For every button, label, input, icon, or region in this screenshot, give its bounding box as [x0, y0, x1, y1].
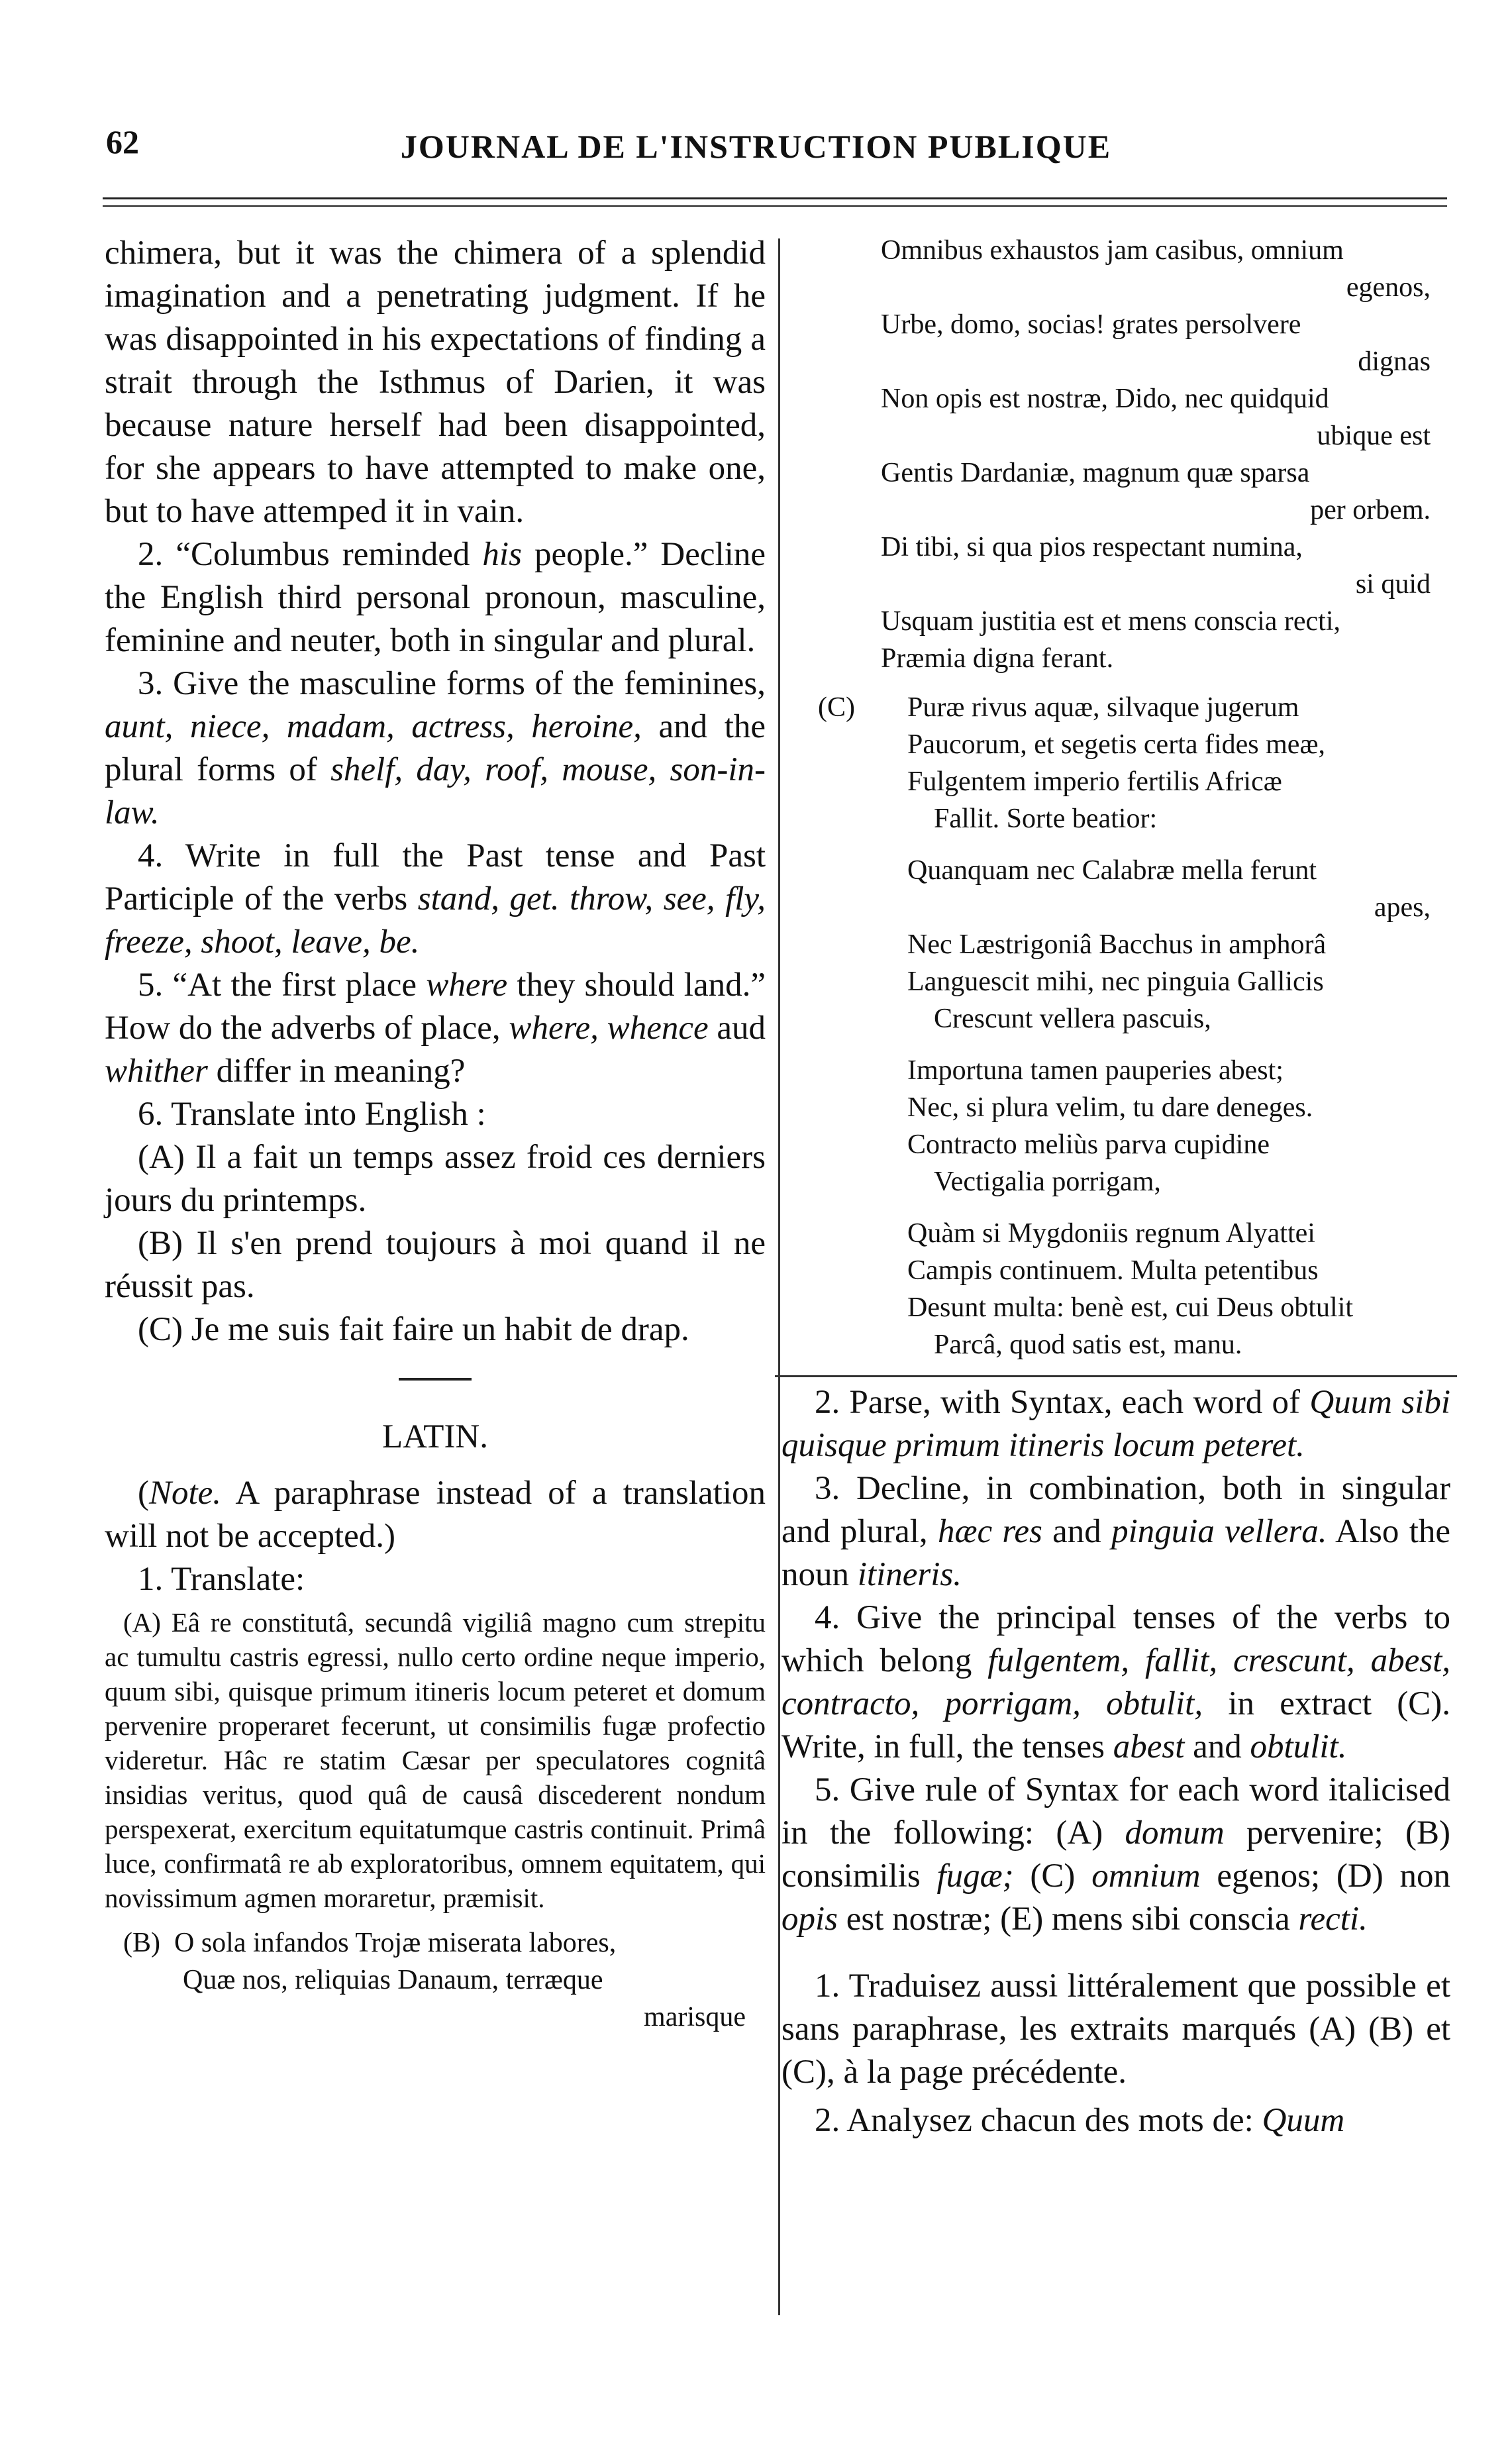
verse-line: O sola infandos Trojæ miserata labores, — [174, 1928, 617, 1958]
text: and — [1042, 1513, 1112, 1550]
header-rule — [103, 197, 1447, 199]
text: 4. Write in full the Past tense and Past Participle of the verbs — [105, 837, 766, 917]
text: Also the noun — [781, 1513, 1450, 1593]
italic-text: fulgentem, fallit, crescunt, abest, contracto, porrigam, obtulit, — [781, 1642, 1450, 1722]
section-separator — [399, 1378, 472, 1381]
french-question-1: 1. Traduisez aussi littéralement que possible et sans paraphrase, les extraits marqués (A) (B) et (C), à la page précédente. — [781, 1967, 1450, 2091]
question-6: 6. Translate into English : — [138, 1096, 486, 1133]
verse-line-continuation: egenos, — [1346, 272, 1431, 303]
item-label: (B) — [138, 1225, 183, 1262]
verse-line-continuation: ubique est — [1317, 421, 1431, 451]
italic-text: shelf, day, roof, mouse, son-in-law. — [105, 751, 766, 831]
item-label: (C) — [138, 1311, 183, 1348]
italic-text: obtulit. — [1250, 1728, 1347, 1765]
verse-line-continuation: marisque — [644, 2002, 746, 2032]
italic-text: domum — [1125, 1814, 1225, 1852]
item-label: (A) — [138, 1139, 185, 1176]
column-divider — [778, 238, 780, 2315]
verse-line: Nec, si plura velim, tu dare deneges. — [907, 1092, 1313, 1123]
verse-line: Usquam justitia est et mens conscia recti, — [881, 606, 1340, 637]
italic-text: his — [482, 536, 522, 573]
italic-text: opis — [781, 1901, 838, 1938]
italic-text: hæc res — [937, 1513, 1042, 1550]
text: A paraphrase instead of a translation will not be accepted.) — [105, 1475, 766, 1555]
text: egenos; (D) non — [1200, 1857, 1450, 1895]
italic-text: fugæ; — [936, 1857, 1014, 1895]
paragraph-chimera: chimera, but it was the chimera of a splendid imagination and a penetrating judgment. If he was disappointed in his expectations of finding a strait through the Isthmus of Darien, it was because nature herself had been disappointed, for she appears to have attempted to make one, but to have attemped it in vain. — [105, 235, 766, 530]
latin-note — [105, 1472, 766, 1558]
header-rule-secondary — [103, 205, 1447, 207]
verse-line: Gentis Dardaniæ, magnum quæ sparsa — [881, 458, 1310, 488]
verse-line: Languescit mihi, nec pinguia Gallicis — [907, 967, 1324, 997]
verse-line: Quæ nos, reliquias Danaum, terræque — [183, 1965, 603, 1995]
running-head: JOURNAL DE L'INSTRUCTION PUBLIQUE — [400, 128, 1112, 165]
italic-text: itineris. — [857, 1556, 962, 1593]
verse-line: Crescunt vellera pascuis, — [934, 1004, 1211, 1034]
italic-text: pinguia vellera. — [1111, 1513, 1327, 1550]
verse-line: Di tibi, si qua pios respectant numina, — [881, 532, 1303, 562]
latin-passage-c — [781, 689, 1450, 1363]
question-5 — [105, 964, 766, 1093]
latin-passage-b — [105, 1924, 766, 2036]
text: aud — [708, 1010, 766, 1047]
verse-line: Præmia digna ferant. — [881, 643, 1114, 674]
italic-text: omnium — [1091, 1857, 1201, 1895]
latin-question-4 — [781, 1596, 1450, 1769]
question-4 — [105, 835, 766, 964]
french-question-2 — [781, 2099, 1450, 2142]
latin-question-3 — [781, 1467, 1450, 1596]
verse-line: Nec Læstrigoniâ Bacchus in amphorâ — [907, 929, 1327, 960]
verse-line: Quanquam nec Calabræ mella ferunt — [907, 855, 1317, 886]
question-6a — [105, 1136, 766, 1222]
right-column — [781, 232, 1450, 2142]
text: 4. Give the principal tenses of the verbs to which belong — [781, 1599, 1450, 1679]
text: they should land.” How do the adverbs of place, — [105, 967, 766, 1047]
text: ( — [138, 1475, 149, 1512]
verse-line: Non opis est nostræ, Dido, nec quidquid — [881, 384, 1329, 414]
text: 5. Give rule of Syntax for each word italicised in the following: (A) — [781, 1771, 1450, 1852]
verse-line: Vectigalia porrigam, — [934, 1167, 1161, 1197]
latin-question-2 — [781, 1381, 1450, 1467]
question-6b — [105, 1222, 766, 1308]
text: Je me suis fait faire un habit de drap. — [182, 1311, 689, 1348]
text: in extract (C). Write, in full, the tenses — [781, 1685, 1450, 1765]
italic-text: abest — [1113, 1728, 1185, 1765]
verse-line: Campis continuem. Multa petentibus — [907, 1255, 1319, 1286]
text: 3. Decline, in combination, both in singular and plural, — [781, 1470, 1450, 1550]
text: pervenire; (B) consimilis — [781, 1814, 1451, 1895]
text: 3. Give the masculine forms of the feminines, — [138, 665, 766, 702]
latin-passage-a: (A) Eâ re constitutâ, secundâ vigiliâ magno cum strepitu ac tumultu castris egressi, nullo certo ordine neque imperio, quum sibi, quisque primum itineris locum peteret et domum pervenire properaret fecerunt, ut consimilis fugæ profectio videretur. Hâc re statim Cæsar per speculatores cognitâ insidias veritus, quod quâ de causâ discederent nondum perspexerat, exercitum equitatumque castris continuit. Primâ luce, confirmatâ re ab exploratoribus, omnem equitatem, qui novissimum agmen moraretur, præmisit. — [105, 1607, 766, 1913]
verse-line: Fulgentem imperio fertilis Africæ — [907, 766, 1282, 797]
text: 2. Parse, with Syntax, each word of — [815, 1384, 1310, 1421]
italic-text: recti. — [1298, 1901, 1368, 1938]
text: 2. “Columbus reminded — [138, 536, 483, 573]
text: est nostræ; (E) mens sibi conscia — [838, 1901, 1299, 1938]
italic-text: whither — [105, 1053, 208, 1090]
text: differ in meaning? — [207, 1053, 466, 1090]
verse-line-continuation: apes, — [1374, 892, 1431, 923]
italic-text: where, whence — [509, 1010, 709, 1047]
italic-text: where — [426, 967, 508, 1004]
section-rule — [775, 1375, 1457, 1377]
verse-line: Urbe, domo, socias! grates persolvere — [881, 309, 1301, 340]
translate-instruction: 1. Translate: — [138, 1561, 305, 1598]
verse-line: Quàm si Mygdoniis regnum Alyattei — [907, 1218, 1315, 1249]
italic-text: Quum sibi quisque primum itineris locum peteret. — [781, 1384, 1450, 1464]
item-label: (C) — [818, 692, 855, 723]
text: Il a fait un temps assez froid ces derniers jours du printemps. — [105, 1139, 766, 1219]
page-number: 62 — [106, 123, 139, 160]
verse-line: Desunt multa: benè est, cui Deus obtulit — [907, 1292, 1354, 1323]
text: people.” Decline the English third personal pronoun, masculine, feminine and neuter, both in singular and plural. — [105, 536, 766, 659]
latin-passage-b-continued — [781, 232, 1450, 677]
verse-line: Fallit. Sorte beatior: — [934, 804, 1158, 834]
italic-text: stand, get. throw, see, fly, freeze, shoot, leave, be. — [105, 880, 766, 961]
italic-text: Note. — [148, 1475, 222, 1512]
text: Il s'en prend toujours à moi quand il ne réussit pas. — [105, 1225, 766, 1305]
verse-line: Parcâ, quod satis est, manu. — [934, 1330, 1242, 1360]
verse-line: Paucorum, et segetis certa fides meæ, — [907, 729, 1325, 760]
question-3 — [105, 662, 766, 835]
latin-question-5 — [781, 1769, 1450, 1941]
question-2 — [105, 533, 766, 662]
text: 5. “At the first place — [138, 967, 427, 1004]
text: and the plural forms of — [105, 708, 766, 788]
verse-line-continuation: si quid — [1355, 569, 1431, 600]
verse-line: Importuna tamen pauperies abest; — [907, 1055, 1284, 1086]
verse-line: Omnibus exhaustos jam casibus, omnium — [881, 235, 1344, 266]
text: and — [1184, 1728, 1250, 1765]
verse-line-continuation: dignas — [1358, 346, 1431, 377]
verse-line-continuation: per orbem. — [1310, 495, 1431, 525]
italic-text: aunt, niece, madam, actress, heroine, — [105, 708, 642, 745]
text: (C) — [1013, 1857, 1092, 1895]
verse-line: Contracto meliùs parva cupidine — [907, 1129, 1270, 1160]
verse-line: Puræ rivus aquæ, silvaque jugerum — [907, 692, 1299, 723]
left-column — [105, 232, 766, 2036]
text: 2. Analysez chacun des mots de: — [815, 2102, 1262, 2139]
italic-text: Quum — [1262, 2102, 1345, 2139]
section-heading-latin: LATIN. — [381, 1418, 489, 1455]
question-6c — [105, 1308, 766, 1351]
item-label: (B) — [123, 1928, 160, 1958]
